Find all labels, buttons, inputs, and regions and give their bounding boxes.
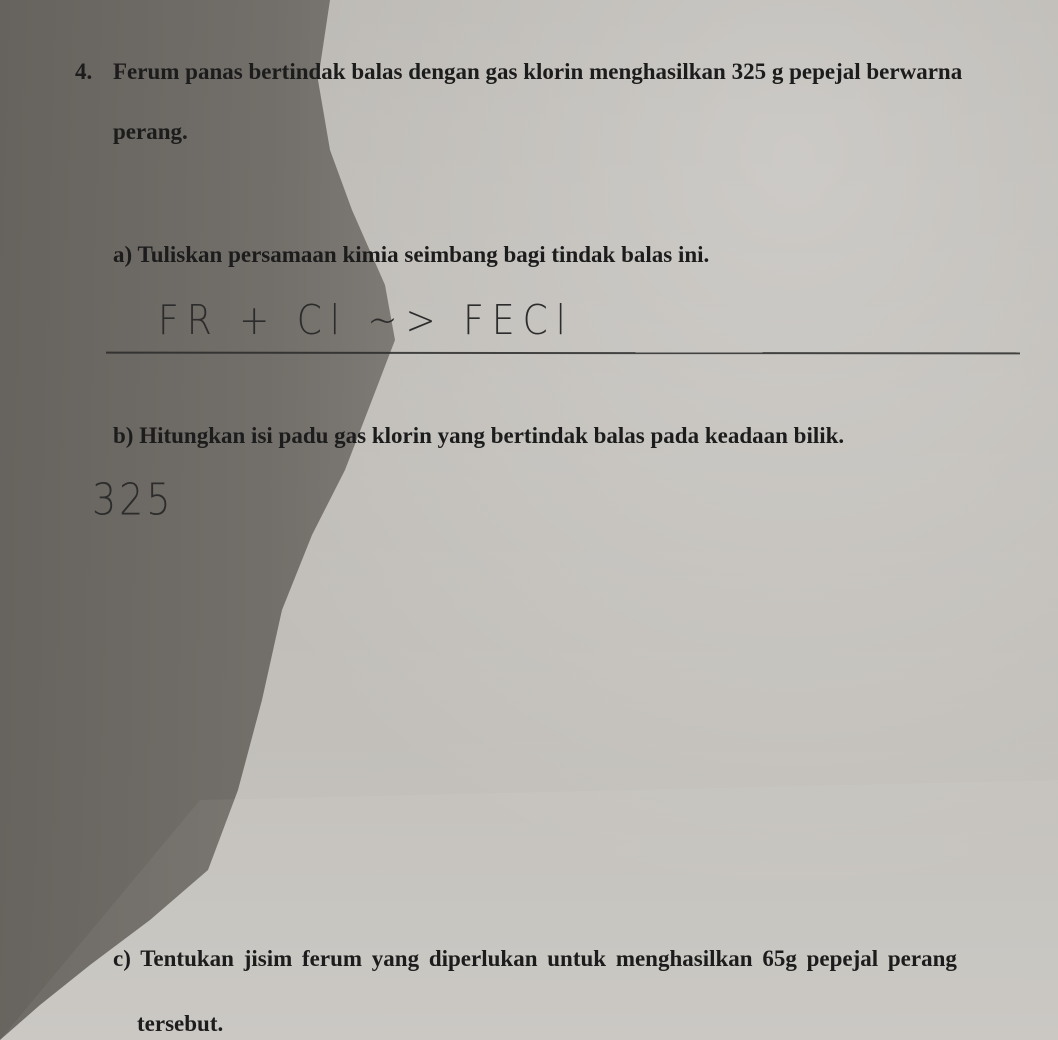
- handwritten-answer-b: 325: [92, 474, 174, 525]
- question-number: 4.: [75, 59, 93, 84]
- part-a-prompt: a) Tuliskan persamaan kimia seimbang bagi tindak balas ini.: [113, 242, 710, 267]
- question-stem-line-1: Ferum panas bertindak balas dengan gas klorin menghasilkan 325 g pepejal berwarna: [113, 59, 963, 84]
- handwritten-answer-a: FR + Cl ~> FECl: [158, 297, 574, 345]
- part-c-prompt: c) Tentukan jisim ferum yang diperlukan untuk menghasilkan 65g pepejal perang: [113, 946, 957, 971]
- part-c-prompt-continued: tersebut.: [137, 1011, 224, 1036]
- part-b-prompt: b) Hitungkan isi padu gas klorin yang bertindak balas pada keadaan bilik.: [113, 423, 845, 448]
- question-stem-line-2: perang.: [113, 119, 188, 144]
